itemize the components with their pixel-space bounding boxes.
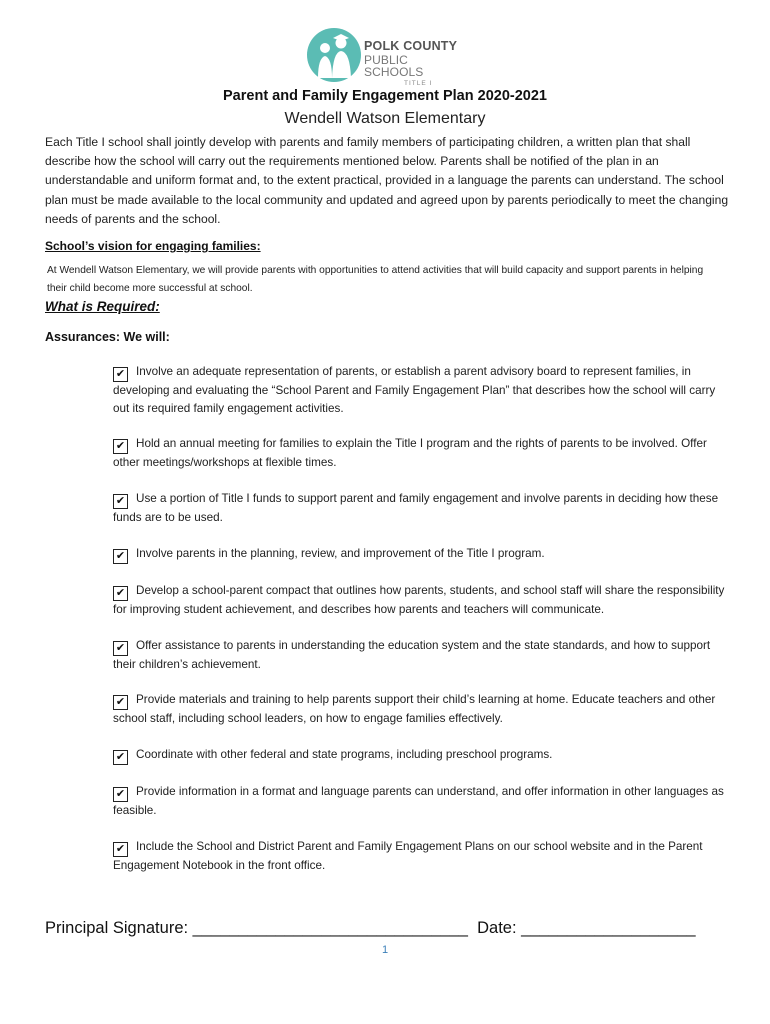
logo-line-1: POLK COUNTY: [364, 39, 458, 53]
checkbox-icon: ✔: [113, 787, 128, 802]
assurance-item: [113, 545, 727, 564]
assurance-item: [113, 435, 727, 472]
assurance-item: [113, 691, 727, 728]
assurance-item: [113, 838, 727, 875]
checkbox-icon: ✔: [113, 750, 128, 765]
checkbox-icon: ✔: [113, 494, 128, 509]
checkbox-icon: ✔: [113, 586, 128, 601]
assurances-heading: Assurances: We will:: [45, 330, 170, 344]
signature-line: Principal Signature: ______________________________ Date: ___________________: [45, 919, 696, 937]
checkbox-icon: ✔: [113, 439, 128, 454]
checkbox-icon: ✔: [113, 367, 128, 382]
assurance-text: Hold an annual meeting for families to explain the Title I program and the rights of parents to be involved. Offer other meetings/workshops at flexible times.: [113, 437, 707, 469]
checkbox-icon: ✔: [113, 549, 128, 564]
assurance-text: Offer assistance to parents in understanding the education system and the state standards, and how to support their children’s achievement.: [113, 639, 711, 671]
assurance-text: Provide information in a format and language parents can understand, and offer information in other languages as feasible.: [113, 785, 724, 817]
polk-county-logo: [306, 26, 466, 87]
intro-paragraph: Each Title I school shall jointly develop with parents and family members of participating children, a written plan that shall describe how the school will carry out the requirements mentioned below. Parents shall be notified of the plan in an understandable and uniform format and, to the extent practical, provided in a language the parents can understand. The school plan must be made available to the local community and updated and agreed upon by parents periodically to meet the changing needs of parents and the school.: [45, 135, 729, 226]
checkbox-icon: ✔: [113, 842, 128, 857]
assurance-item: [113, 746, 727, 765]
assurance-text: Include the School and District Parent and Family Engagement Plans on our school website and in the Parent Engagement Notebook in the front office.: [113, 840, 703, 872]
assurance-text: Develop a school-parent compact that outlines how parents, students, and school staff will share the responsibility for improving student achievement, and describes how parents and teachers will communicate.: [113, 584, 725, 616]
page-number: 1: [381, 944, 389, 956]
assurance-item: [113, 363, 727, 418]
assurance-text: Coordinate with other federal and state programs, including preschool programs.: [136, 748, 553, 761]
assurance-text: Provide materials and training to help parents support their child’s learning at home. Educate teachers and other school staff, including school leaders, on how to engage families effectively.: [113, 693, 716, 725]
school-name: Wendell Watson Elementary: [284, 110, 486, 127]
assurance-item: [113, 490, 727, 527]
checkbox-icon: ✔: [113, 695, 128, 710]
school-seal-icon: [306, 26, 362, 84]
logo-line-2: PUBLIC SCHOOLS: [364, 52, 424, 79]
assurance-text: Involve an adequate representation of parents, or establish a parent advisory board to represent families, in developing and evaluating the “School Parent and Family Engagement Plan” that describes how the school will carry out its required family engagement activities.: [113, 365, 716, 415]
assurance-item: [113, 637, 727, 674]
vision-heading: School’s vision for engaging families:: [45, 239, 261, 253]
logo-line-3: TITLE I: [404, 79, 433, 87]
assurance-text: Use a portion of Title I funds to support parent and family engagement and involve parents in deciding how these funds are to be used.: [113, 492, 719, 524]
assurance-item: [113, 582, 727, 619]
assurance-item: [113, 783, 727, 820]
checkbox-icon: ✔: [113, 641, 128, 656]
required-heading: What is Required:: [45, 299, 160, 314]
document-title: Parent and Family Engagement Plan 2020-2021: [223, 88, 547, 104]
assurance-text: Involve parents in the planning, review, and improvement of the Title I program.: [136, 547, 545, 560]
vision-text: At Wendell Watson Elementary, we will provide parents with opportunities to attend activities that will build capacity and support parents in helping their child become more successful at school.: [47, 265, 704, 294]
